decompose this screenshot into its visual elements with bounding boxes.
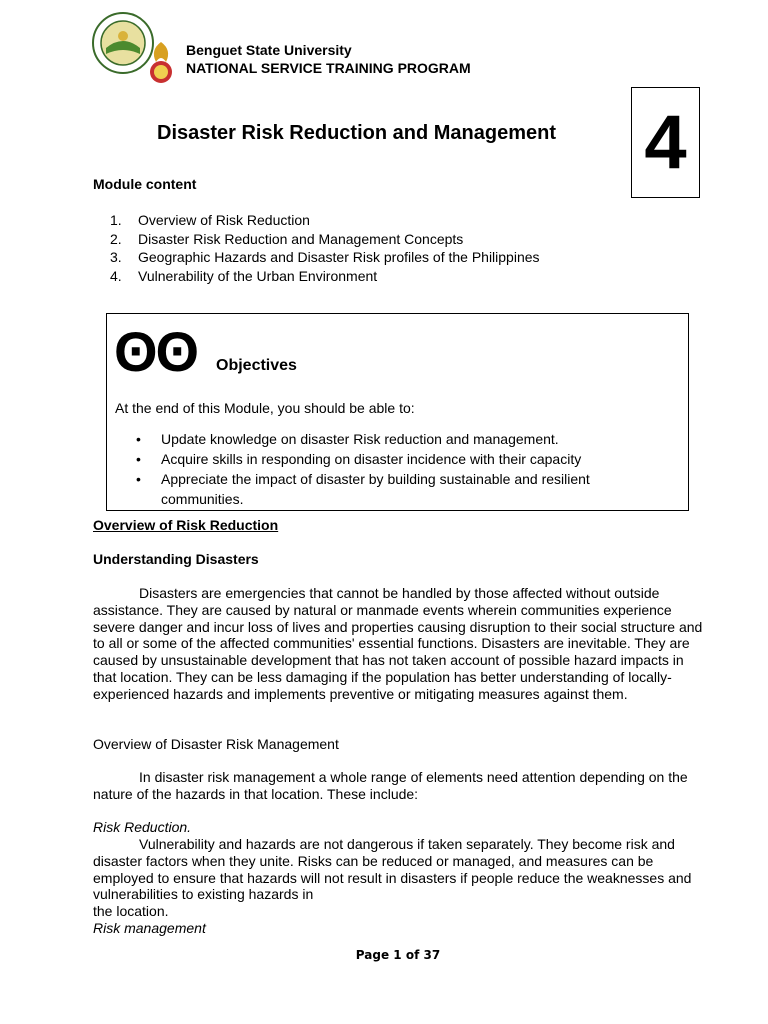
list-item	[110, 248, 540, 267]
objectives-list	[136, 429, 656, 509]
program-name: NATIONAL SERVICE TRAINING PROGRAM	[186, 60, 471, 76]
list-item-number: 3.	[110, 249, 122, 265]
page-title: Disaster Risk Reduction and Management	[157, 122, 556, 144]
list-item	[110, 211, 540, 230]
current-page: 1	[393, 948, 402, 962]
module-number: 4	[644, 100, 687, 185]
objective-item: • Appreciate the impact of disaster by building sustainable and resilient communities.	[136, 469, 656, 509]
page-label: Page	[355, 948, 390, 962]
paragraph-text: Vulnerability and hazards are not dangerous if taken separately. They become risk and disaster factors when they unite. Risks can be reduced or managed, and measures can be employed to ensure that hazards will not result in disasters if people reduce the weaknesses and vulnerabilities to existing hazards in	[93, 836, 692, 903]
paragraph-text: In disaster risk management a whole range of elements need attention depending on the nature of the hazards in that location. These include:	[93, 769, 688, 802]
list-item-text: Disaster Risk Reduction and Management Concepts	[138, 230, 464, 247]
section-heading-overview: Overview of Risk Reduction	[93, 517, 279, 533]
of-label: of	[405, 948, 420, 962]
nstp-logo	[144, 40, 178, 86]
list-item-text: Overview of Risk Reduction	[138, 212, 310, 228]
section-heading-disaster-risk-management: Overview of Disaster Risk Management	[93, 736, 339, 752]
risk-management-label: Risk management	[93, 920, 206, 936]
objective-item: • Update knowledge on disaster Risk reduction and management.	[136, 429, 656, 449]
list-item-text: Vulnerability of the Urban Environment	[138, 267, 378, 284]
list-item-number: 4.	[110, 267, 122, 284]
module-content-heading: Module content	[93, 176, 197, 192]
page-number-footer	[0, 948, 768, 962]
paragraph-risk-management	[93, 769, 705, 803]
risk-reduction-label: Risk Reduction.	[93, 819, 192, 835]
total-pages: 37	[423, 948, 441, 962]
objectives-icon: ʘʘ	[114, 320, 198, 383]
list-item-number: 1.	[110, 212, 122, 228]
paragraph-understanding	[93, 585, 705, 703]
list-item	[110, 267, 540, 286]
objectives-title: Objectives	[216, 357, 297, 374]
list-item-text: Geographic Hazards and Disaster Risk profiles of the Philippines	[138, 249, 540, 265]
paragraph-risk-reduction	[93, 836, 698, 903]
paragraph-risk-reduction-tail: the location.	[93, 903, 169, 919]
section-subheading-understanding: Understanding Disasters	[93, 551, 259, 567]
objectives-intro: At the end of this Module, you should be able to:	[115, 400, 415, 416]
paragraph-text: Disasters are emergencies that cannot be handled by those affected without outside assistance. They are caused by natural or manmade events wherein communities experience severe danger and incur loss of lives and properties causing disruption to their social structure and to all or some of the affected communities' essential functions. Disasters are inevitable. They are caused by unsustainable development that has not taken account of possible hazard impacts in that location. They can be less damaging if the population has better understanding of locally-experienced hazards and implements preventive or mitigating measures against them.	[93, 585, 703, 702]
module-number-box	[631, 87, 700, 198]
objective-item: • Acquire skills in responding on disaster incidence with their capacity	[136, 449, 656, 469]
list-item	[110, 230, 540, 249]
module-content-list	[110, 211, 540, 285]
list-item-number: 2.	[110, 230, 122, 247]
university-name: Benguet State University	[186, 42, 352, 58]
